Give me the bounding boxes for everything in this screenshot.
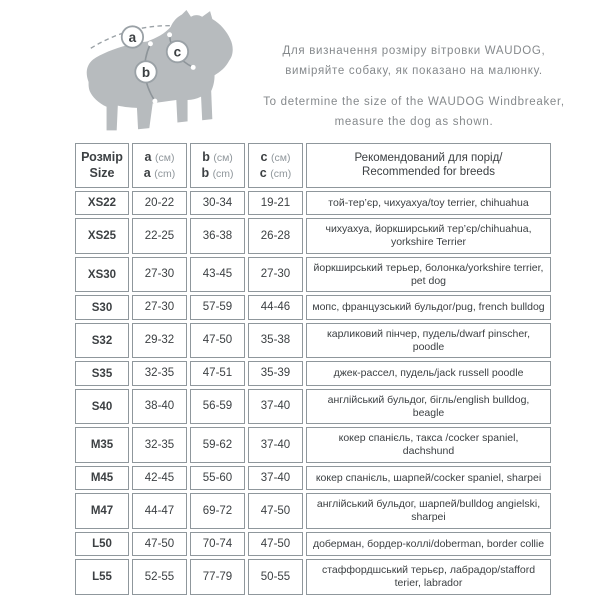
size-cell: S40 xyxy=(75,389,129,425)
breeds-cell: кокер спанієль, такса /cocker spaniel, dachshund xyxy=(306,427,551,463)
b-value-cell: 36-38 xyxy=(190,218,245,254)
breeds-cell: чихуахуа, йоркширський тер’єр/chihuahua, yorkshire Terrier xyxy=(306,218,551,254)
c-value-cell: 44-46 xyxy=(248,295,303,319)
breeds-cell: стаффордшський терьєр, лабрадор/stafford terier, labrador xyxy=(306,559,551,595)
a-value-cell: 27-30 xyxy=(132,257,187,293)
dog-measurement-diagram xyxy=(84,10,236,136)
col-header-breeds xyxy=(306,143,551,188)
b-value-cell: 59-62 xyxy=(190,427,245,463)
table-row xyxy=(75,466,551,490)
size-cell: S35 xyxy=(75,361,129,385)
c-value-cell: 35-39 xyxy=(248,361,303,385)
table-row xyxy=(75,559,551,595)
table-row xyxy=(75,389,551,425)
marker-a-label: a xyxy=(128,30,137,46)
b-value-cell: 43-45 xyxy=(190,257,245,293)
table-row xyxy=(75,323,551,359)
dog-silhouette xyxy=(87,10,233,130)
c-value-cell: 50-55 xyxy=(248,559,303,595)
col-header-size-en: Size xyxy=(89,166,115,181)
breeds-cell: карликовий пінчер, пудель/dwarf pinscher, poodle xyxy=(306,323,551,359)
breeds-cell: мопс, французський бульдог/pug, french bulldog xyxy=(306,295,551,319)
b-value-cell: 47-51 xyxy=(190,361,245,385)
intro-text-ua xyxy=(242,42,586,81)
breeds-cell: кокер спанієль, шарпей/cocker spaniel, sharpei xyxy=(306,466,551,490)
intro-en-line1: To determine the size of the WAUDOG Windbreaker, xyxy=(263,96,565,109)
line-end-dot xyxy=(191,65,196,70)
size-cell: L50 xyxy=(75,532,129,556)
breeds-cell: англійський бульдог, шарпей/bulldog angielski, sharpei xyxy=(306,493,551,529)
a-value-cell: 27-30 xyxy=(132,295,187,319)
marker-c-label: c xyxy=(173,44,182,60)
size-cell: M35 xyxy=(75,427,129,463)
a-value-cell: 32-35 xyxy=(132,361,187,385)
b-value-cell: 30-34 xyxy=(190,191,245,215)
breeds-cell: джек-рассел, пудель/jack russell poodle xyxy=(306,361,551,385)
b-value-cell: 70-74 xyxy=(190,532,245,556)
c-value-cell: 37-40 xyxy=(248,427,303,463)
a-value-cell: 42-45 xyxy=(132,466,187,490)
intro-text xyxy=(242,42,586,132)
size-table-body xyxy=(75,191,551,595)
size-cell: M45 xyxy=(75,466,129,490)
a-value-cell: 47-50 xyxy=(132,532,187,556)
size-table xyxy=(72,140,554,598)
col-header-size-ua: Розмір xyxy=(81,150,123,165)
dog-diagram xyxy=(84,10,242,136)
col-header-breeds-en: Recommended for breeds xyxy=(362,166,495,179)
table-row xyxy=(75,257,551,293)
size-cell: S32 xyxy=(75,323,129,359)
line-end-dot xyxy=(152,99,157,104)
table-row xyxy=(75,493,551,529)
b-value-cell: 57-59 xyxy=(190,295,245,319)
table-row xyxy=(75,361,551,385)
marker-b-label: b xyxy=(141,64,151,80)
a-value-cell: 29-32 xyxy=(132,323,187,359)
col-header-breeds-ua: Рекомендований для порід/ xyxy=(354,151,503,164)
line-end-dot xyxy=(167,32,172,37)
col-header-a: a (см) a (cm) xyxy=(132,143,187,188)
table-row xyxy=(75,218,551,254)
size-cell: XS22 xyxy=(75,191,129,215)
c-value-cell: 37-40 xyxy=(248,389,303,425)
table-header-row xyxy=(75,143,551,188)
a-value-cell: 20-22 xyxy=(132,191,187,215)
c-value-cell: 19-21 xyxy=(248,191,303,215)
intro-ua-line2: виміряйте собаку, як показано на малюнку. xyxy=(285,64,543,77)
b-value-cell: 55-60 xyxy=(190,466,245,490)
a-value-cell: 22-25 xyxy=(132,218,187,254)
line-end-dot xyxy=(148,41,153,46)
c-value-cell: 27-30 xyxy=(248,257,303,293)
size-cell: S30 xyxy=(75,295,129,319)
table-row xyxy=(75,427,551,463)
marker-b xyxy=(135,61,156,82)
a-value-cell: 44-47 xyxy=(132,493,187,529)
size-cell: XS30 xyxy=(75,257,129,293)
size-cell: M47 xyxy=(75,493,129,529)
a-value-cell: 38-40 xyxy=(132,389,187,425)
b-value-cell: 69-72 xyxy=(190,493,245,529)
table-row xyxy=(75,532,551,556)
table-row xyxy=(75,295,551,319)
c-value-cell: 47-50 xyxy=(248,532,303,556)
breeds-cell: йоркширський терьер, болонка/yorkshire terrier, pet dog xyxy=(306,257,551,293)
col-header-c: c (см) c (cm) xyxy=(248,143,303,188)
c-value-cell: 47-50 xyxy=(248,493,303,529)
c-value-cell: 35-38 xyxy=(248,323,303,359)
breeds-cell: доберман, бордер-коллі/doberman, border collie xyxy=(306,532,551,556)
intro-text-en xyxy=(242,93,586,132)
table-row xyxy=(75,191,551,215)
top-section xyxy=(0,0,600,138)
col-header-size xyxy=(75,143,129,188)
intro-en-line2: measure the dog as shown. xyxy=(334,115,494,128)
b-value-cell: 47-50 xyxy=(190,323,245,359)
size-cell: XS25 xyxy=(75,218,129,254)
intro-ua-line1: Для визначення розміру вітровки WAUDOG, xyxy=(282,45,546,57)
marker-c xyxy=(167,41,188,62)
a-value-cell: 52-55 xyxy=(132,559,187,595)
c-value-cell: 26-28 xyxy=(248,218,303,254)
size-cell: L55 xyxy=(75,559,129,595)
breeds-cell: той-тер’єр, чихуахуа/toy terrier, chihuahua xyxy=(306,191,551,215)
breeds-cell: англійський бульдог, бігль/english bulldog, beagle xyxy=(306,389,551,425)
col-header-b: b (см) b (cm) xyxy=(190,143,245,188)
b-value-cell: 77-79 xyxy=(190,559,245,595)
marker-a xyxy=(122,26,143,47)
c-value-cell: 37-40 xyxy=(248,466,303,490)
b-value-cell: 56-59 xyxy=(190,389,245,425)
a-value-cell: 32-35 xyxy=(132,427,187,463)
